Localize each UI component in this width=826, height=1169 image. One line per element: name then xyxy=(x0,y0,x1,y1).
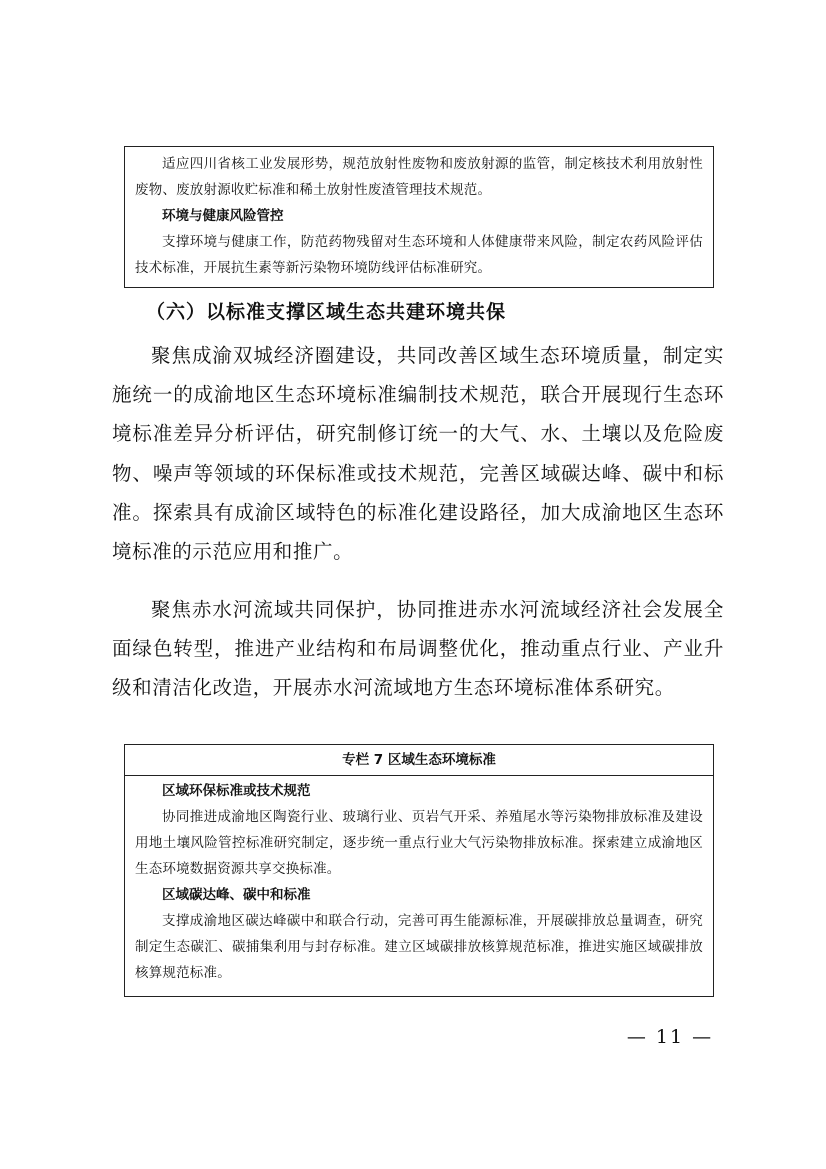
page-number: — 11 — xyxy=(626,1026,714,1048)
column-paragraph-carbon: 支撑成渝地区碳达峰碳中和联合行动，完善可再生能源标准，开展碳排放总量调查，研究制定生态碳汇、碳捕集利用与封存标准。建立区域碳排放核算规范标准，推进实施区域碳排放核算规范标准。 xyxy=(135,913,703,981)
section-paragraph-chishui: 聚焦赤水河流域共同保护，协同推进赤水河流域经济社会发展全面绿色转型，推进产业结构和布局调整优化，推动重点行业、产业升级和清洁化改造，开展赤水河流域地方生态环境标准体系研究。 xyxy=(112,598,724,700)
box1-paragraph-health-risk: 支撑环境与健康工作，防范药物残留对生态环境和人体健康带来风险，制定农药风险评估技术标准，开展抗生素等新污染物环境防线评估标准研究。 xyxy=(135,234,703,276)
column-paragraph-env-standards: 协同推进成渝地区陶瓷行业、玻璃行业、页岩气开采、养殖尾水等污染物排放标准及建设用地土壤风险管控标准研究制定，逐步统一重点行业大气污染物排放标准。探索建立成渝地区生态环境数据资源共享交换标准。 xyxy=(135,809,703,877)
column-heading-env-standards: 区域环保标准或技术规范 xyxy=(162,783,311,799)
section-title: （六）以标准支撑区域生态共建环境共保 xyxy=(146,301,507,323)
box-radioactive-and-health xyxy=(124,146,714,288)
box1-paragraph-radioactive: 适应四川省核工业发展形势，规范放射性废物和废放射源的监管，制定核技术利用放射性废物、废放射源收贮标准和稀土放射性废渣管理技术规范。 xyxy=(135,156,703,198)
box1-heading-health-risk: 环境与健康风险管控 xyxy=(162,208,284,224)
column-title: 专栏 7 区域生态环境标准 xyxy=(125,745,713,776)
section-paragraph-chengyu: 聚焦成渝双城经济圈建设，共同改善区域生态环境质量，制定实施统一的成渝地区生态环境标准编制技术规范，联合开展现行生态环境标准差异分析评估，研究制修订统一的大气、水、土壤以及危险废物、噪声等领域的环保标准或技术规范，完善区域碳达峰、碳中和标准。探索具有成渝区域特色的标准化建设路径，加大成渝地区生态环境标准的示范应用和推广。 xyxy=(112,344,724,564)
column-7-regional-standards xyxy=(124,744,714,997)
column-body xyxy=(125,776,713,986)
column-heading-carbon: 区域碳达峰、碳中和标准 xyxy=(162,887,311,903)
